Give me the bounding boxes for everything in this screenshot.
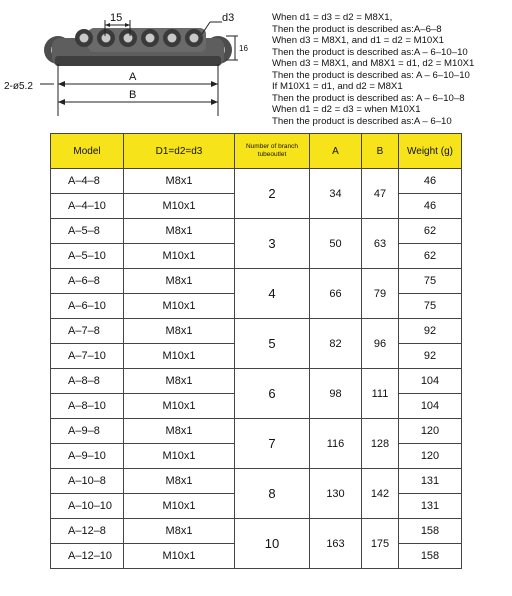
table-row	[51, 169, 462, 194]
spec-table	[50, 133, 462, 569]
dim-a-cell: 82	[310, 319, 362, 369]
weight-cell: 92	[399, 344, 462, 369]
weight-cell: 158	[399, 544, 462, 569]
header-model: Model	[51, 134, 124, 169]
note-line: Then the product is described as: A – 6–10–8	[272, 92, 465, 104]
header-thread: D1=d2=d3	[124, 134, 235, 169]
weight-cell: 120	[399, 444, 462, 469]
note-line: When d1 = d2 = d3 = when M10X1	[272, 104, 421, 116]
dim-height: 16	[239, 44, 248, 53]
table-row	[51, 469, 462, 494]
table-row	[51, 319, 462, 344]
model-cell: A–7–10	[51, 344, 124, 369]
weight-cell: 46	[399, 169, 462, 194]
thread-cell: M8x1	[124, 169, 235, 194]
thread-cell: M8x1	[124, 369, 235, 394]
dim-b-cell: 96	[362, 319, 399, 369]
model-cell: A–6–10	[51, 294, 124, 319]
dim-a-cell: 66	[310, 269, 362, 319]
weight-cell: 92	[399, 319, 462, 344]
model-cell: A–9–10	[51, 444, 124, 469]
port-hole	[102, 34, 111, 43]
thread-cell: M8x1	[124, 269, 235, 294]
thread-cell: M10x1	[124, 194, 235, 219]
branch-count-cell: 10	[235, 519, 310, 569]
thread-cell: M8x1	[124, 419, 235, 444]
dim-b-cell: 128	[362, 419, 399, 469]
dim-a-cell: 98	[310, 369, 362, 419]
header-b: B	[362, 134, 399, 169]
note-line: Then the product is described as: A – 6–10–10	[272, 69, 470, 81]
dim-b-cell: 47	[362, 169, 399, 219]
model-cell: A–5–8	[51, 219, 124, 244]
model-cell: A–9–8	[51, 419, 124, 444]
table-row	[51, 269, 462, 294]
branch-count-cell: 2	[235, 169, 310, 219]
port-hole	[190, 34, 199, 43]
product-notes	[272, 12, 510, 127]
manifold-drawing	[0, 0, 270, 130]
port-hole	[168, 34, 177, 43]
note-line: If M10X1 = d1, and d2 = M8X1	[272, 81, 403, 93]
dim-a-cell: 50	[310, 219, 362, 269]
dim-b: B	[129, 89, 137, 101]
weight-cell: 104	[399, 394, 462, 419]
note-line: When d3 = M8X1, and M8X1 = d1, d2 = M10X1	[272, 58, 475, 70]
thread-cell: M10x1	[124, 344, 235, 369]
thread-cell: M10x1	[124, 444, 235, 469]
model-cell: A–4–8	[51, 169, 124, 194]
thread-cell: M10x1	[124, 494, 235, 519]
model-cell: A–7–8	[51, 319, 124, 344]
branch-count-cell: 3	[235, 219, 310, 269]
model-cell: A–8–8	[51, 369, 124, 394]
port-hole	[146, 34, 155, 43]
header-branch: Number of branch tubeoutlet	[235, 134, 310, 169]
thread-cell: M8x1	[124, 319, 235, 344]
dim-pitch: 15	[110, 12, 123, 24]
note-line: When d3 = M8X1, and d1 = d2 = M10X1	[272, 35, 445, 47]
weight-cell: 62	[399, 219, 462, 244]
table-header-row	[51, 134, 462, 169]
thread-cell: M8x1	[124, 519, 235, 544]
dim-d3: d3	[222, 12, 235, 24]
note-line: Then the product is described as:A–6–8	[272, 23, 442, 35]
dim-b-cell: 111	[362, 369, 399, 419]
thread-cell: M10x1	[124, 294, 235, 319]
branch-count-cell: 8	[235, 469, 310, 519]
weight-cell: 75	[399, 294, 462, 319]
branch-count-cell: 7	[235, 419, 310, 469]
weight-cell: 75	[399, 269, 462, 294]
thread-cell: M10x1	[124, 544, 235, 569]
table-row	[51, 369, 462, 394]
table-row	[51, 219, 462, 244]
dim-b-cell: 79	[362, 269, 399, 319]
model-cell: A–10–8	[51, 469, 124, 494]
dim-b-cell: 142	[362, 469, 399, 519]
thread-cell: M10x1	[124, 394, 235, 419]
weight-cell: 120	[399, 419, 462, 444]
dim-a-cell: 130	[310, 469, 362, 519]
dim-a-cell: 34	[310, 169, 362, 219]
weight-cell: 104	[399, 369, 462, 394]
dim-b-cell: 175	[362, 519, 399, 569]
header-weight: Weight (g)	[399, 134, 462, 169]
port-hole	[80, 34, 89, 43]
note-line: Then the product is described as:A – 6–10	[272, 115, 452, 127]
manifold-image	[44, 28, 232, 66]
note-line: When d1 = d3 = d2 = M8X1,	[272, 12, 393, 23]
model-cell: A–12–8	[51, 519, 124, 544]
model-cell: A–10–10	[51, 494, 124, 519]
weight-cell: 131	[399, 494, 462, 519]
thread-cell: M8x1	[124, 219, 235, 244]
dim-hole: 2-ø5.2	[4, 81, 33, 92]
model-cell: A–6–8	[51, 269, 124, 294]
branch-count-cell: 4	[235, 269, 310, 319]
dim-a: A	[129, 71, 137, 83]
model-cell: A–8–10	[51, 394, 124, 419]
weight-cell: 62	[399, 244, 462, 269]
table-row	[51, 519, 462, 544]
note-line: Then the product is described as:A – 6–10–10	[272, 46, 468, 58]
weight-cell: 158	[399, 519, 462, 544]
table-row	[51, 419, 462, 444]
branch-count-cell: 6	[235, 369, 310, 419]
weight-cell: 131	[399, 469, 462, 494]
model-cell: A–4–10	[51, 194, 124, 219]
dim-a-cell: 116	[310, 419, 362, 469]
weight-cell: 46	[399, 194, 462, 219]
dim-b-cell: 63	[362, 219, 399, 269]
dim-a-cell: 163	[310, 519, 362, 569]
thread-cell: M10x1	[124, 244, 235, 269]
thread-cell: M8x1	[124, 469, 235, 494]
port-hole	[124, 34, 133, 43]
model-cell: A–12–10	[51, 544, 124, 569]
header-a: A	[310, 134, 362, 169]
branch-count-cell: 5	[235, 319, 310, 369]
model-cell: A–5–10	[51, 244, 124, 269]
